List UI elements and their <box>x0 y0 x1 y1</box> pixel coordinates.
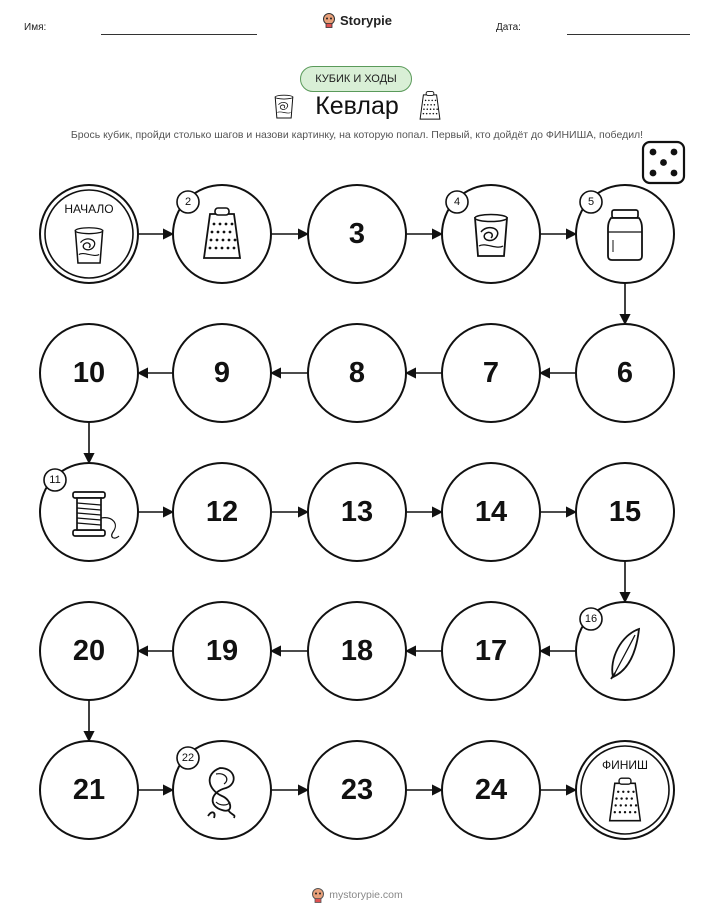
board-cell <box>308 602 406 700</box>
finish-cell <box>576 741 674 839</box>
board-cell <box>40 602 138 700</box>
board-cell <box>576 463 674 561</box>
board-cell <box>173 741 271 839</box>
board-cells <box>40 185 674 839</box>
board-cell <box>308 463 406 561</box>
board-cell <box>173 463 271 561</box>
glass-icon <box>475 215 507 257</box>
board-cell <box>576 324 674 422</box>
cell-number: 12 <box>205 496 239 528</box>
brand-name: Storypie <box>340 12 393 28</box>
mascot-icon <box>311 887 325 903</box>
cell-number: 19 <box>205 635 239 667</box>
cell-badge-number: 2 <box>184 196 192 208</box>
cell-number: 9 <box>213 357 231 389</box>
cell-number: 24 <box>474 774 508 806</box>
cell-number: 7 <box>482 357 500 389</box>
title-text: Кевлар <box>315 92 399 120</box>
cell-number: 21 <box>72 774 106 806</box>
instructions-text: Брось кубик, пройди столько шагов и назови картинку, на которую попал. Первый, кто дойдёт до ФИНИША, победил! <box>70 129 644 141</box>
cell-number: 6 <box>616 357 634 389</box>
board-cell <box>40 463 138 561</box>
title-glass-icon <box>275 95 293 118</box>
cell-badge-number: 11 <box>49 474 61 486</box>
cell-number: 20 <box>72 635 106 667</box>
board-cell <box>442 463 540 561</box>
board-cell <box>308 324 406 422</box>
cell-badge-number: 5 <box>587 196 595 208</box>
board-cell <box>576 185 674 283</box>
cell-word: ФИНИШ <box>601 758 649 772</box>
footer <box>0 887 714 903</box>
board-cell <box>308 741 406 839</box>
cell-badge-number: 22 <box>181 752 195 764</box>
cell-number: 8 <box>348 357 366 389</box>
board-cell <box>173 324 271 422</box>
board-cell <box>40 324 138 422</box>
start-cell <box>40 185 138 283</box>
cell-badge-number: 4 <box>453 196 461 208</box>
cell-number: 23 <box>340 774 374 806</box>
jar-icon <box>608 210 642 260</box>
grater-icon <box>610 778 641 821</box>
dice-icon <box>643 142 684 183</box>
footer-url: mystorypie.com <box>329 889 403 901</box>
cell-number: 3 <box>348 218 366 250</box>
cell-number: 17 <box>474 635 508 667</box>
date-label: Дата: <box>496 22 521 33</box>
cell-number: 14 <box>474 496 508 528</box>
board-cell <box>442 324 540 422</box>
cell-number: 13 <box>340 496 374 528</box>
cell-word: НАЧАЛО <box>64 202 114 216</box>
game-type-badge: КУБИК И ХОДЫ <box>300 66 412 92</box>
board-cell <box>442 741 540 839</box>
title-grater-icon <box>420 92 440 120</box>
cell-number: 15 <box>608 496 642 528</box>
glass-icon <box>75 228 102 263</box>
board-cell <box>442 185 540 283</box>
cell-badge-number: 16 <box>584 613 598 625</box>
name-label: Имя: <box>24 22 47 33</box>
grater-icon <box>204 208 240 258</box>
board-cell <box>40 741 138 839</box>
board-cell <box>576 602 674 700</box>
board-cell <box>173 185 271 283</box>
board-cell <box>442 602 540 700</box>
board-cell <box>308 185 406 283</box>
board-cell <box>173 602 271 700</box>
cell-number: 10 <box>72 357 106 389</box>
cell-number: 18 <box>340 635 374 667</box>
